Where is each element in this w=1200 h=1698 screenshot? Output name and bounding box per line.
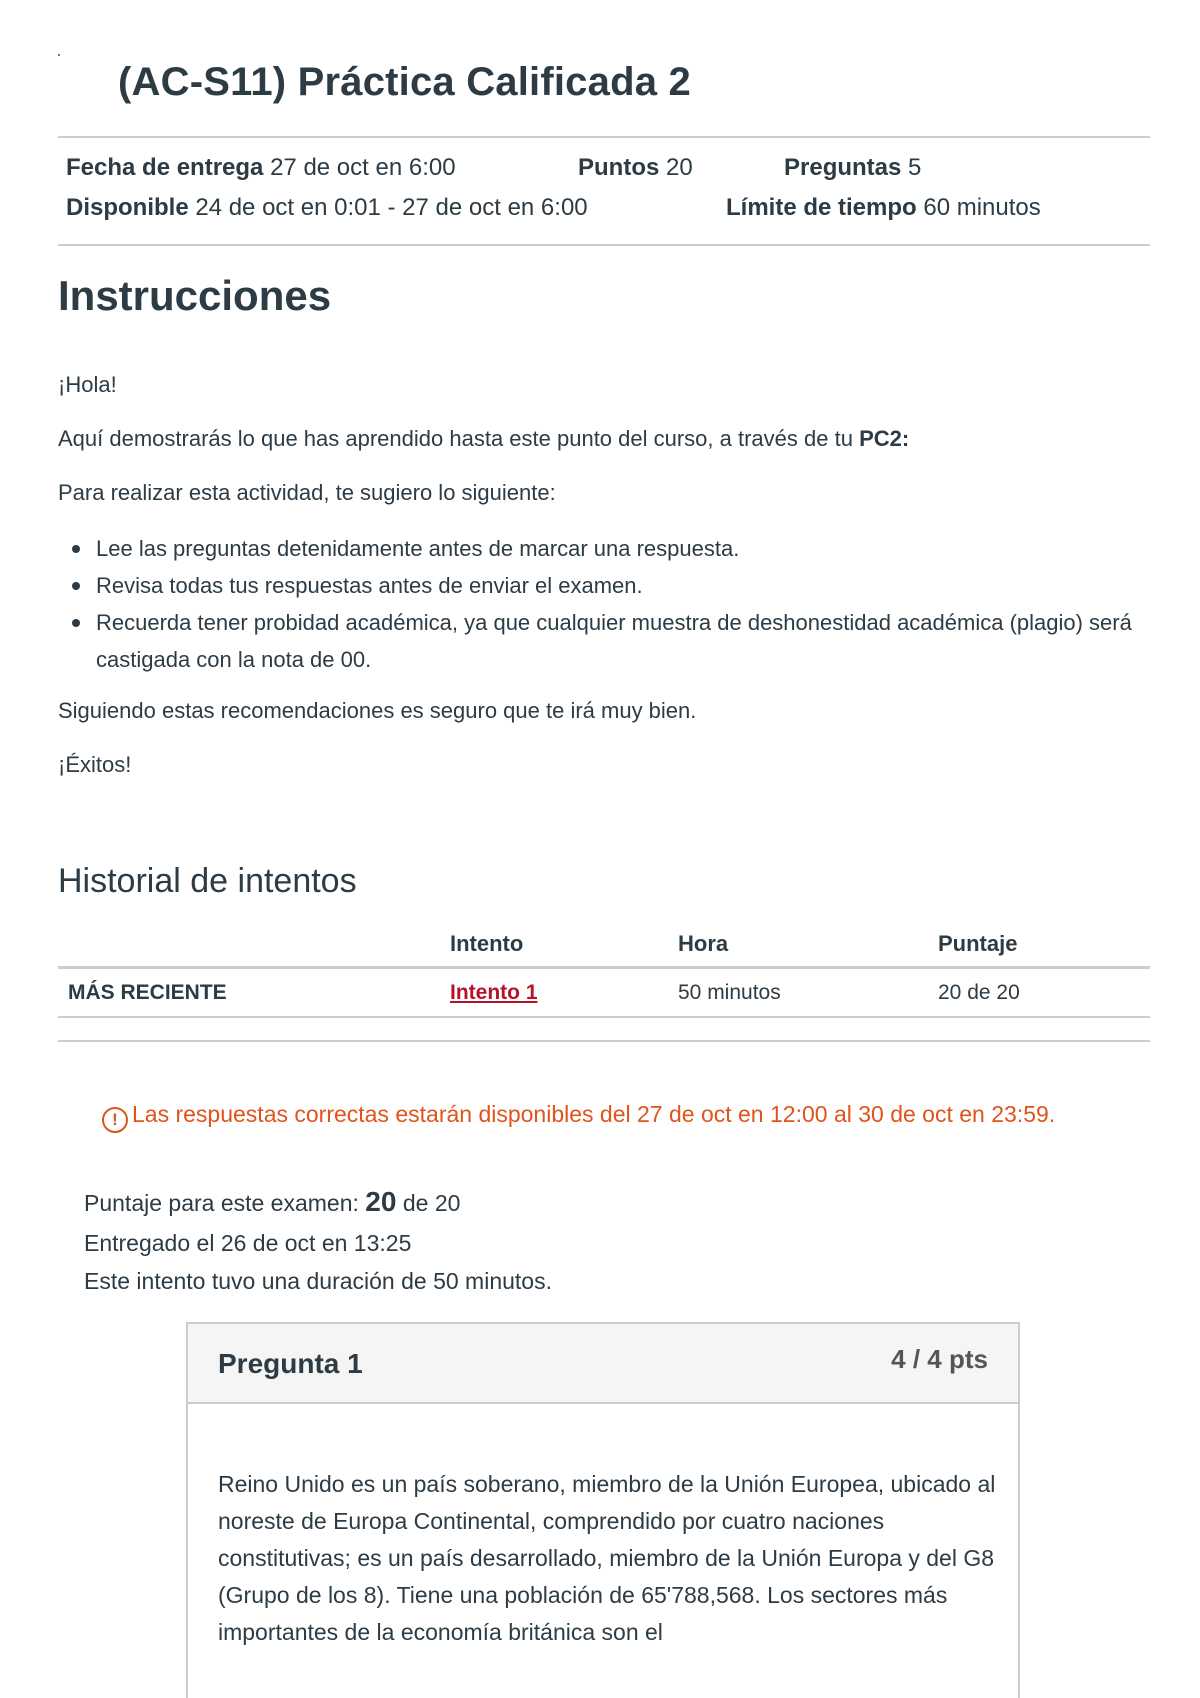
duration-info: Este intento tuvo una duración de 50 minutos. — [84, 1268, 552, 1294]
meta-available — [66, 194, 588, 222]
page-dot — [58, 54, 60, 56]
warning-text: Las respuestas correctas estarán disponibles del 27 de oct en 12:00 al 30 de oct en 23:59. — [132, 1101, 1056, 1127]
intro-text: Aquí demostrarás lo que has aprendido hasta este punto del curso, a través de tu — [58, 426, 853, 451]
meta-points — [578, 154, 693, 182]
due-value: 27 de oct en 6:00 — [270, 154, 456, 181]
table-row — [58, 968, 1150, 1018]
question-header — [188, 1324, 1018, 1404]
time-limit-label: Límite de tiempo — [726, 194, 917, 221]
available-label: Disponible — [66, 194, 189, 221]
time-cell: 50 minutos — [668, 968, 928, 1018]
exclamation-circle-icon: ! — [102, 1107, 128, 1133]
points-label: Puntos — [578, 154, 660, 181]
meta-questions — [784, 154, 921, 182]
closing-paragraph: Siguiendo estas recomendaciones es seguro que te irá muy bien. — [58, 698, 697, 723]
history-heading: Historial de intentos — [58, 862, 357, 900]
instructions-heading: Instrucciones — [58, 272, 332, 319]
instructions-list — [58, 530, 1148, 678]
header-divider-top — [58, 136, 1150, 138]
attempt-link[interactable]: Intento 1 — [450, 980, 538, 1004]
greeting: ¡Hola! — [58, 372, 117, 397]
attempt-cell — [440, 968, 668, 1018]
questions-label: Preguntas — [784, 154, 902, 181]
suggestion-paragraph: Para realizar esta actividad, te sugiero lo siguiente: — [58, 480, 556, 505]
answers-availability-warning — [102, 1096, 1062, 1133]
meta-due — [66, 154, 456, 182]
submitted-info: Entregado el 26 de oct en 13:25 — [84, 1230, 412, 1256]
column-header-attempt: Intento — [440, 920, 668, 968]
question-card — [186, 1322, 1020, 1698]
available-value: 24 de oct en 0:01 - 27 de oct en 6:00 — [195, 194, 588, 221]
list-item: Recuerda tener probidad académica, ya que cualquier muestra de deshonestidad académica (plagio) será castigada con la nota de 00. — [58, 604, 1148, 678]
list-item: Revisa todas tus respuestas antes de enviar el examen. — [58, 567, 1148, 604]
section-divider — [58, 1040, 1150, 1042]
score-value: 20 — [365, 1186, 397, 1217]
column-header-time: Hora — [668, 920, 928, 968]
time-limit-value: 60 minutos — [923, 194, 1041, 221]
intro-bold: PC2: — [859, 426, 910, 451]
score-cell: 20 de 20 — [928, 968, 1150, 1018]
header-divider-bottom — [58, 244, 1150, 246]
question-text: Reino Unido es un país soberano, miembro de la Unión Europea, ubicado al noreste de Europa Continental, comprendido por cuatro naciones constitutivas; es un país desarrollado, miembro de la Unión Europa y del G8 (Grupo de los 8). Tiene una población de 65'788,568. Los sectores más importantes de la economía británica son el — [218, 1471, 996, 1645]
meta-time-limit — [726, 194, 1041, 222]
question-points: 4 / 4 pts — [891, 1344, 988, 1374]
row-label: MÁS RECIENTE — [58, 968, 440, 1018]
question-title: Pregunta 1 — [218, 1348, 363, 1379]
attempt-history-table — [58, 920, 1150, 1018]
column-header-score: Puntaje — [928, 920, 1150, 968]
column-header — [58, 920, 440, 968]
intro-paragraph — [58, 426, 909, 452]
points-value: 20 — [666, 154, 693, 181]
score-total: de 20 — [396, 1190, 461, 1216]
list-item: Lee las preguntas detenidamente antes de marcar una respuesta. — [58, 530, 1148, 567]
due-label: Fecha de entrega — [66, 154, 264, 181]
score-label: Puntaje para este examen: — [84, 1190, 366, 1216]
success-paragraph: ¡Éxitos! — [58, 752, 132, 777]
quiz-title: (AC-S11) Práctica Calificada 2 — [118, 60, 691, 104]
table-header-row — [58, 920, 1150, 968]
questions-value: 5 — [908, 154, 922, 181]
score-summary — [84, 1186, 460, 1218]
